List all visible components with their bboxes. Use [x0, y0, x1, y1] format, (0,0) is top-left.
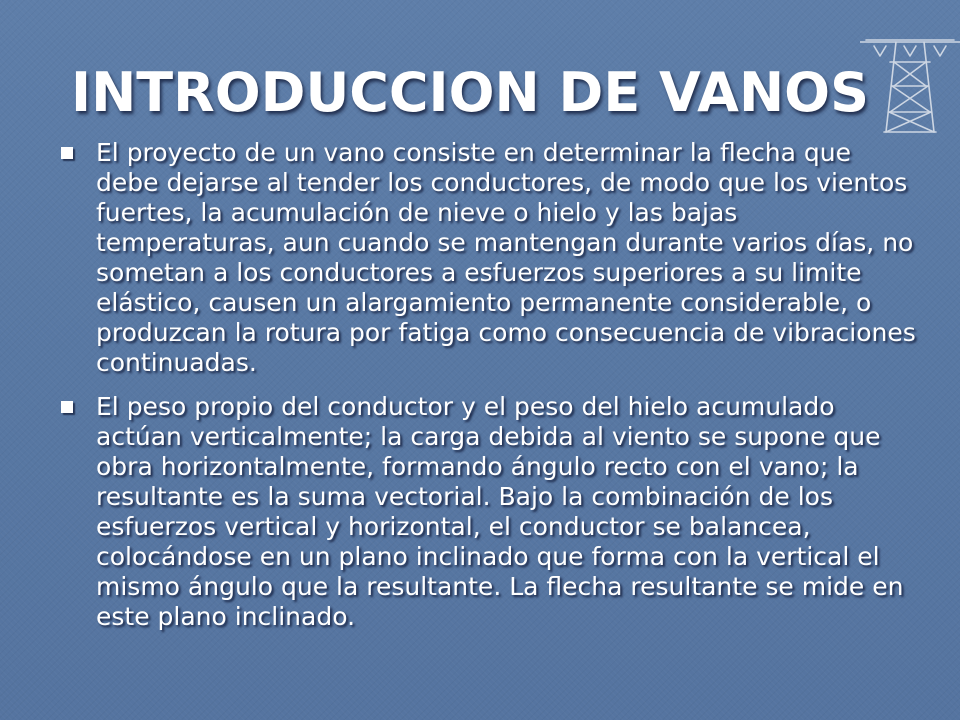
bullet-list: [58, 138, 918, 646]
bullet-text: El peso propio del conductor y el peso del hielo acumulado actúan verticalmente; la carga debida al viento se supone que obra horizontalmente, formando ángulo recto con el vano; la resultante es la suma vectorial. Bajo la combinación de los esfuerzos vertical y horizontal, el conductor se balancea, colocándose en un plano inclinado que forma con la vertical el mismo ángulo que la resultante. La flecha resultante se mide en este plano inclinado.: [96, 392, 904, 631]
square-bullet-icon: [61, 401, 73, 413]
bullet-text: El proyecto de un vano consiste en determinar la flecha que debe dejarse al tender los conductores, de modo que los vientos fuertes, la acumulación de nieve o hielo y las bajas temperaturas, aun cuando se mantengan durante varios días, no sometan a los conductores a esfuerzos superiores a su limite elástico, causen un alargamiento permanente considerable, o produzcan la rotura por fatiga como consecuencia de vibraciones continuadas.: [96, 138, 916, 377]
bullet-item: [58, 138, 918, 378]
bullet-item: [58, 392, 918, 632]
transmission-tower-icon: [860, 28, 960, 138]
slide-title: INTRODUCCION DE VANOS: [71, 61, 869, 124]
square-bullet-icon: [61, 147, 73, 159]
